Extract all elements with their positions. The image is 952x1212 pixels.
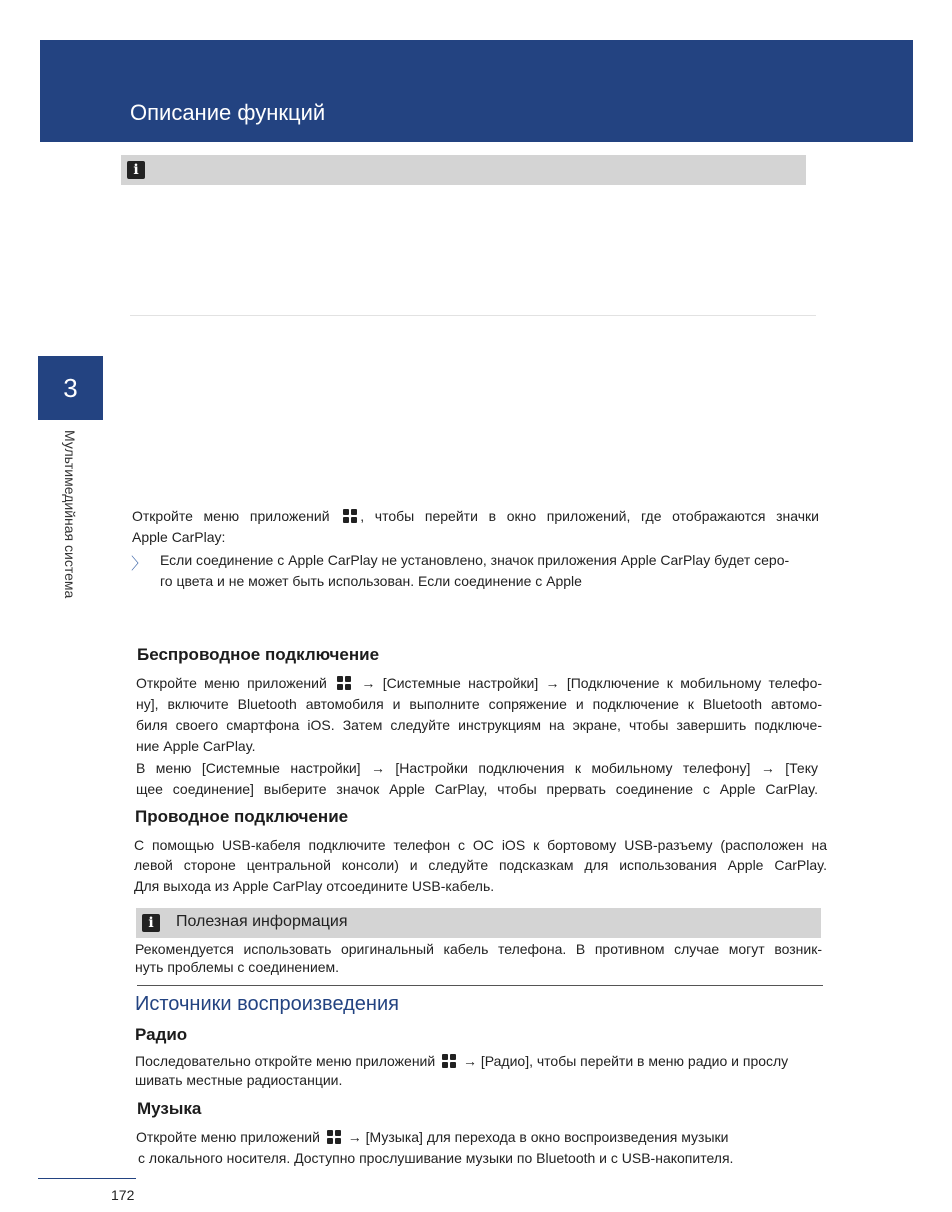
music-heading: Музыка [137, 1099, 202, 1118]
wired-paragraph: С помощью USB-кабеля подключите телефон с ОС iOS к бортовому USB-разъему (расположен на левой стороне центральной консоли) и следуйте подсказкам для использования Apple CarPlay. Для выхода из Apple CarPlay отсоедините USB-кабель. [134, 837, 827, 894]
chapter-number: 3 [38, 356, 103, 420]
tip-bar [136, 908, 821, 938]
apps-menu-icon [442, 1054, 456, 1068]
wireless-paragraph-2: В меню [Системные настройки] → [Настройки подключения к мобильному телефону] → [Теку щее соединение] выберите значок Apple CarPlay, чтобы прервать соединение с Apple CarPlay. [136, 760, 818, 797]
apps-menu-icon [343, 509, 357, 523]
intro-line-2: Apple CarPlay: [132, 529, 226, 545]
radio-heading: Радио [135, 1025, 188, 1044]
music-paragraph: Откройте меню приложений → [Музыка] для перехода в окно воспроизведения музыки с локального носителя. Доступно прослушивание музыки по Bluetooth и с USB-накопителя. [136, 1129, 734, 1166]
chevron-right-icon: 〉 [131, 556, 148, 573]
wired-heading: Проводное подключение [135, 807, 349, 826]
divider [130, 315, 816, 316]
info-bar-top [121, 155, 806, 185]
intro-line-1: Откройте меню приложений , чтобы перейти в окно приложений, где отображаются значки [132, 508, 820, 524]
apps-menu-icon [337, 676, 351, 690]
footer-rule [38, 1178, 136, 1179]
intro-paragraph [132, 506, 819, 548]
section-rule [137, 985, 823, 986]
tip-title: Полезная информация [176, 913, 348, 930]
header-band [40, 40, 913, 142]
tip-text: Рекомендуется использовать оригинальный кабель телефона. В противном случае могут возник- нуть проблемы с соединением. [135, 941, 822, 975]
page-number: 172 [111, 1187, 135, 1203]
page-title: Описание функций [130, 100, 326, 125]
info-icon: i [142, 914, 160, 932]
chapter-side-label: Мультимедийная система [62, 430, 78, 599]
intro-bullet: Если соединение с Apple CarPlay не установлено, значок приложения Apple CarPlay будет серо- го цвета и не может быть использован. Если соединение с Apple [160, 552, 790, 589]
sources-heading: Источники воспроизведения [135, 993, 399, 1015]
wireless-heading: Беспроводное подключение [137, 645, 380, 664]
wireless-paragraph-1: Откройте меню приложений → [Системные настройки] → [Подключение к мобильному телефо- ну], включите Bluetooth автомобиля и выполните сопряжение и подключение к Bluetooth автомо- биля своего смартфона iOS. Затем следуйте инструкциям на экране, чтобы завершить подключе- ние Apple CarPlay. [136, 675, 823, 754]
apps-menu-icon [327, 1130, 341, 1144]
radio-paragraph: Последовательно откройте меню приложений → [Радио], чтобы перейти в меню радио и прослу шивать местные радиостанции. [135, 1053, 789, 1088]
info-icon: i [127, 161, 145, 179]
